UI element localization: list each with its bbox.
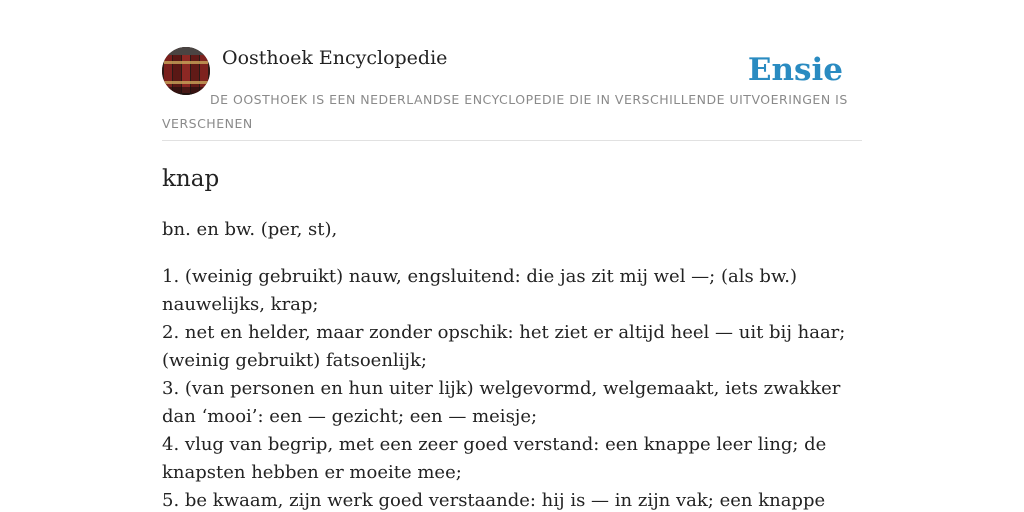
- definition-item: 3. (van personen en hun uiter lijk) welgevormd, welgemaakt, iets zwakker dan ‘mooi’: een — gezicht; een — meisje;: [162, 378, 841, 427]
- entry-body: [162, 263, 867, 512]
- entry-title: knap: [162, 166, 220, 192]
- site-tagline: DE OOSTHOEK IS EEN NEDERLANDSE ENCYCLOPEDIE DIE IN VERSCHILLENDE UITVOERINGEN IS VERSCHENEN: [162, 92, 848, 131]
- site-header: [162, 46, 862, 141]
- brand-logo[interactable]: Ensie: [747, 52, 843, 88]
- page-container: [162, 46, 862, 511]
- site-title[interactable]: Oosthoek Encyclopedie: [222, 47, 448, 69]
- definition-item: 4. vlug van begrip, met een zeer goed verstand: een knappe leer ling; de knapsten hebben er moeite mee;: [162, 434, 827, 483]
- definition-item: 5. be kwaam, zijn werk goed verstaande: hij is — in zijn vak; een knappe: [162, 490, 826, 511]
- entry-intro: bn. en bw. (per, st),: [162, 219, 338, 240]
- definition-item: 1. (weinig gebruikt) nauw, engsluitend: die jas zit mij wel —; (als bw.) nauwelijks, krap;: [162, 266, 797, 315]
- definition-item: 2. net en helder, maar zonder opschik: het ziet er altijd heel — uit bij haar; (weinig gebruikt) fatsoenlijk;: [162, 322, 846, 371]
